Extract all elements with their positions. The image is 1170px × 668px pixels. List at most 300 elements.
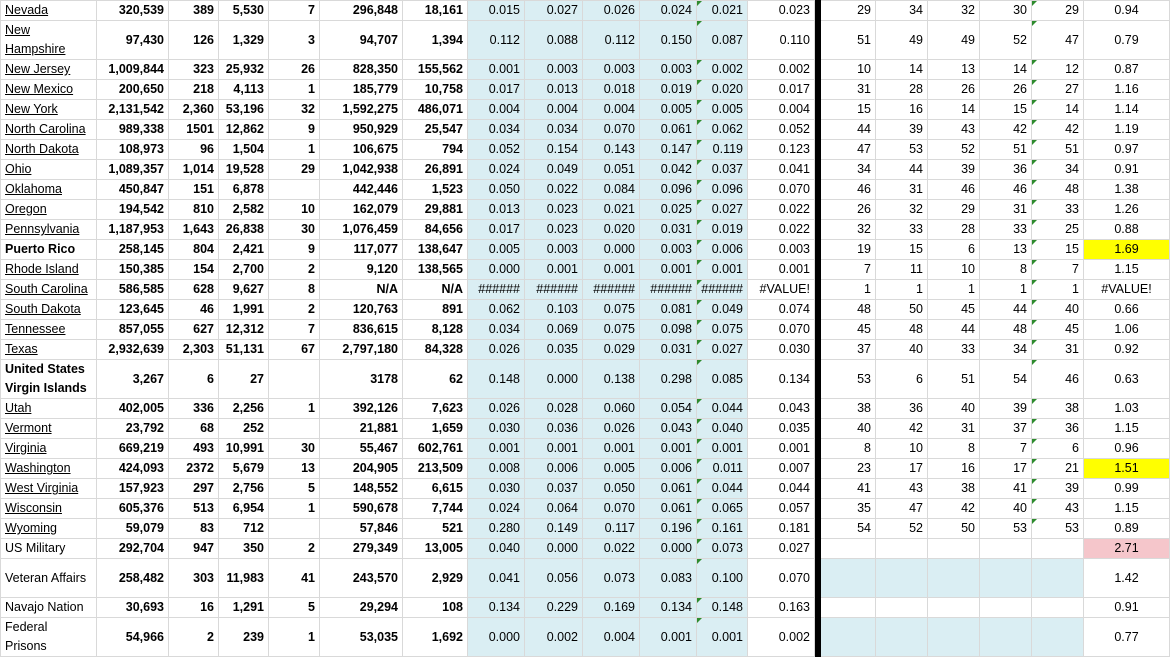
cell-c6[interactable]: 1,523 bbox=[403, 180, 468, 200]
cell-ratio[interactable]: 0.88 bbox=[1084, 220, 1170, 240]
cell-c1[interactable]: 292,704 bbox=[97, 539, 169, 559]
cell-rank-k1[interactable]: 44 bbox=[821, 120, 876, 140]
cell-rank-k1[interactable]: 54 bbox=[821, 519, 876, 539]
cell-c1[interactable]: 605,376 bbox=[97, 499, 169, 519]
cell-rank-k2[interactable]: 44 bbox=[876, 160, 928, 180]
cell-c4[interactable]: 7 bbox=[269, 1, 320, 21]
cell-avg[interactable]: 0.022 bbox=[748, 200, 815, 220]
cell-rank-k5[interactable]: 27 bbox=[1032, 80, 1084, 100]
cell-r5[interactable]: 0.020 bbox=[697, 80, 748, 100]
cell-c6[interactable]: 7,623 bbox=[403, 399, 468, 419]
cell-state-name[interactable]: Pennsylvania bbox=[1, 220, 97, 240]
cell-c2[interactable]: 83 bbox=[169, 519, 219, 539]
cell-c6[interactable]: 26,891 bbox=[403, 160, 468, 180]
cell-c1[interactable]: 258,145 bbox=[97, 240, 169, 260]
cell-rank-k5[interactable]: 40 bbox=[1032, 300, 1084, 320]
cell-c6[interactable]: 84,328 bbox=[403, 340, 468, 360]
cell-rank-k3[interactable]: 10 bbox=[928, 260, 980, 280]
cell-rank-k3[interactable]: 44 bbox=[928, 320, 980, 340]
cell-avg[interactable]: 0.163 bbox=[748, 598, 815, 618]
cell-r5[interactable]: 0.044 bbox=[697, 479, 748, 499]
cell-c3[interactable]: 350 bbox=[219, 539, 269, 559]
cell-rank-k3[interactable]: 32 bbox=[928, 1, 980, 21]
cell-c6[interactable]: 1,394 bbox=[403, 21, 468, 60]
cell-c5[interactable]: 21,881 bbox=[320, 419, 403, 439]
cell-avg[interactable]: 0.030 bbox=[748, 340, 815, 360]
cell-avg[interactable]: 0.074 bbox=[748, 300, 815, 320]
cell-rank-k4[interactable]: 42 bbox=[980, 120, 1032, 140]
cell-c5[interactable]: N/A bbox=[320, 280, 403, 300]
cell-rank-k5[interactable]: 7 bbox=[1032, 260, 1084, 280]
cell-r1[interactable]: 0.008 bbox=[468, 459, 525, 479]
cell-r3[interactable]: 0.075 bbox=[583, 320, 640, 340]
cell-r1[interactable]: 0.034 bbox=[468, 120, 525, 140]
cell-c1[interactable]: 424,093 bbox=[97, 459, 169, 479]
cell-r5[interactable]: 0.065 bbox=[697, 499, 748, 519]
cell-r2[interactable]: 0.023 bbox=[525, 200, 583, 220]
cell-r5[interactable]: 0.001 bbox=[697, 260, 748, 280]
cell-r3[interactable]: 0.143 bbox=[583, 140, 640, 160]
cell-ratio[interactable]: 1.26 bbox=[1084, 200, 1170, 220]
cell-r5[interactable]: 0.148 bbox=[697, 598, 748, 618]
cell-rank-k1[interactable]: 46 bbox=[821, 180, 876, 200]
cell-c4[interactable]: 2 bbox=[269, 260, 320, 280]
cell-ratio[interactable]: 1.15 bbox=[1084, 260, 1170, 280]
cell-c5[interactable]: 1,042,938 bbox=[320, 160, 403, 180]
cell-c6[interactable]: 108 bbox=[403, 598, 468, 618]
cell-state-name[interactable]: Ohio bbox=[1, 160, 97, 180]
cell-rank-k1[interactable]: 34 bbox=[821, 160, 876, 180]
cell-state-name[interactable]: South Carolina bbox=[1, 280, 97, 300]
cell-state-name[interactable]: West Virginia bbox=[1, 479, 97, 499]
cell-r3[interactable]: 0.060 bbox=[583, 399, 640, 419]
cell-c2[interactable]: 303 bbox=[169, 559, 219, 598]
cell-state-name[interactable]: Tennessee bbox=[1, 320, 97, 340]
cell-ratio[interactable]: 0.89 bbox=[1084, 519, 1170, 539]
cell-c6[interactable]: 602,761 bbox=[403, 439, 468, 459]
cell-rank-k3[interactable] bbox=[928, 559, 980, 598]
cell-ratio[interactable]: 1.19 bbox=[1084, 120, 1170, 140]
cell-c1[interactable]: 3,267 bbox=[97, 360, 169, 399]
cell-rank-k1[interactable]: 19 bbox=[821, 240, 876, 260]
cell-rank-k2[interactable]: 14 bbox=[876, 60, 928, 80]
cell-rank-k4[interactable]: 30 bbox=[980, 1, 1032, 21]
cell-r1[interactable]: 0.017 bbox=[468, 220, 525, 240]
cell-rank-k3[interactable]: 52 bbox=[928, 140, 980, 160]
cell-rank-k1[interactable]: 35 bbox=[821, 499, 876, 519]
cell-rank-k5[interactable]: 43 bbox=[1032, 499, 1084, 519]
cell-c6[interactable]: 794 bbox=[403, 140, 468, 160]
cell-r1[interactable]: 0.015 bbox=[468, 1, 525, 21]
cell-r3[interactable]: 0.138 bbox=[583, 360, 640, 399]
cell-c6[interactable]: 2,929 bbox=[403, 559, 468, 598]
cell-c3[interactable]: 27 bbox=[219, 360, 269, 399]
cell-c6[interactable]: 10,758 bbox=[403, 80, 468, 100]
cell-c3[interactable]: 1,504 bbox=[219, 140, 269, 160]
cell-state-name[interactable]: Rhode Island bbox=[1, 260, 97, 280]
cell-rank-k5[interactable]: 15 bbox=[1032, 240, 1084, 260]
cell-rank-k2[interactable]: 16 bbox=[876, 100, 928, 120]
cell-state-name[interactable]: New Mexico bbox=[1, 80, 97, 100]
cell-r5[interactable]: 0.096 bbox=[697, 180, 748, 200]
cell-c4[interactable]: 30 bbox=[269, 220, 320, 240]
cell-rank-k1[interactable] bbox=[821, 618, 876, 657]
cell-rank-k1[interactable]: 29 bbox=[821, 1, 876, 21]
cell-rank-k1[interactable]: 37 bbox=[821, 340, 876, 360]
cell-r4[interactable]: 0.042 bbox=[640, 160, 697, 180]
cell-r5[interactable]: 0.085 bbox=[697, 360, 748, 399]
cell-r4[interactable]: 0.031 bbox=[640, 340, 697, 360]
cell-ratio[interactable]: 0.66 bbox=[1084, 300, 1170, 320]
cell-r5[interactable]: ###### bbox=[697, 280, 748, 300]
cell-c5[interactable]: 296,848 bbox=[320, 1, 403, 21]
cell-avg[interactable]: 0.070 bbox=[748, 180, 815, 200]
cell-c1[interactable]: 194,542 bbox=[97, 200, 169, 220]
cell-rank-k1[interactable]: 1 bbox=[821, 280, 876, 300]
cell-c2[interactable]: 810 bbox=[169, 200, 219, 220]
cell-c1[interactable]: 989,338 bbox=[97, 120, 169, 140]
cell-avg[interactable]: 0.001 bbox=[748, 439, 815, 459]
cell-c2[interactable]: 1,014 bbox=[169, 160, 219, 180]
cell-r1[interactable]: 0.034 bbox=[468, 320, 525, 340]
cell-rank-k5[interactable]: 12 bbox=[1032, 60, 1084, 80]
cell-c1[interactable]: 1,187,953 bbox=[97, 220, 169, 240]
cell-state-name[interactable]: United States Virgin Islands bbox=[1, 360, 97, 399]
cell-rank-k2[interactable]: 39 bbox=[876, 120, 928, 140]
cell-c4[interactable]: 67 bbox=[269, 340, 320, 360]
cell-c1[interactable]: 857,055 bbox=[97, 320, 169, 340]
cell-r5[interactable]: 0.100 bbox=[697, 559, 748, 598]
cell-c5[interactable]: 148,552 bbox=[320, 479, 403, 499]
cell-r4[interactable]: 0.098 bbox=[640, 320, 697, 340]
cell-r4[interactable]: 0.000 bbox=[640, 539, 697, 559]
cell-rank-k1[interactable]: 41 bbox=[821, 479, 876, 499]
cell-r3[interactable]: 0.070 bbox=[583, 499, 640, 519]
cell-rank-k1[interactable] bbox=[821, 598, 876, 618]
cell-c4[interactable]: 9 bbox=[269, 240, 320, 260]
cell-c3[interactable]: 712 bbox=[219, 519, 269, 539]
cell-r4[interactable]: 0.025 bbox=[640, 200, 697, 220]
cell-rank-k5[interactable] bbox=[1032, 598, 1084, 618]
cell-state-name[interactable]: New Hampshire bbox=[1, 21, 97, 60]
cell-c4[interactable]: 5 bbox=[269, 598, 320, 618]
cell-c6[interactable]: 6,615 bbox=[403, 479, 468, 499]
cell-rank-k4[interactable]: 7 bbox=[980, 439, 1032, 459]
cell-rank-k1[interactable]: 51 bbox=[821, 21, 876, 60]
cell-ratio[interactable]: #VALUE! bbox=[1084, 280, 1170, 300]
cell-avg[interactable]: 0.052 bbox=[748, 120, 815, 140]
cell-c2[interactable]: 1,643 bbox=[169, 220, 219, 240]
cell-c3[interactable]: 2,421 bbox=[219, 240, 269, 260]
cell-c5[interactable]: 120,763 bbox=[320, 300, 403, 320]
cell-c5[interactable]: 117,077 bbox=[320, 240, 403, 260]
cell-avg[interactable]: 0.043 bbox=[748, 399, 815, 419]
cell-rank-k1[interactable]: 38 bbox=[821, 399, 876, 419]
cell-avg[interactable]: 0.041 bbox=[748, 160, 815, 180]
cell-r4[interactable]: 0.031 bbox=[640, 220, 697, 240]
cell-rank-k3[interactable]: 29 bbox=[928, 200, 980, 220]
cell-rank-k4[interactable]: 39 bbox=[980, 399, 1032, 419]
cell-r3[interactable]: 0.051 bbox=[583, 160, 640, 180]
cell-avg[interactable]: #VALUE! bbox=[748, 280, 815, 300]
cell-rank-k1[interactable]: 10 bbox=[821, 60, 876, 80]
cell-c3[interactable]: 4,113 bbox=[219, 80, 269, 100]
cell-rank-k5[interactable] bbox=[1032, 618, 1084, 657]
cell-r5[interactable]: 0.044 bbox=[697, 399, 748, 419]
cell-r1[interactable]: 0.134 bbox=[468, 598, 525, 618]
cell-rank-k4[interactable]: 17 bbox=[980, 459, 1032, 479]
cell-rank-k3[interactable]: 14 bbox=[928, 100, 980, 120]
cell-rank-k4[interactable]: 54 bbox=[980, 360, 1032, 399]
cell-c3[interactable]: 12,862 bbox=[219, 120, 269, 140]
cell-state-name[interactable]: Utah bbox=[1, 399, 97, 419]
cell-c6[interactable]: 18,161 bbox=[403, 1, 468, 21]
cell-c5[interactable]: 185,779 bbox=[320, 80, 403, 100]
cell-c1[interactable]: 157,923 bbox=[97, 479, 169, 499]
cell-rank-k5[interactable]: 47 bbox=[1032, 21, 1084, 60]
cell-r1[interactable]: 0.050 bbox=[468, 180, 525, 200]
cell-c6[interactable]: 25,547 bbox=[403, 120, 468, 140]
cell-rank-k5[interactable]: 29 bbox=[1032, 1, 1084, 21]
cell-r5[interactable]: 0.161 bbox=[697, 519, 748, 539]
cell-r2[interactable]: 0.023 bbox=[525, 220, 583, 240]
cell-c1[interactable]: 150,385 bbox=[97, 260, 169, 280]
cell-c6[interactable]: 84,656 bbox=[403, 220, 468, 240]
cell-c3[interactable]: 10,991 bbox=[219, 439, 269, 459]
cell-rank-k2[interactable]: 28 bbox=[876, 80, 928, 100]
cell-c2[interactable]: 2372 bbox=[169, 459, 219, 479]
cell-state-name[interactable]: North Dakota bbox=[1, 140, 97, 160]
cell-r5[interactable]: 0.075 bbox=[697, 320, 748, 340]
cell-avg[interactable]: 0.002 bbox=[748, 618, 815, 657]
cell-r3[interactable]: 0.075 bbox=[583, 300, 640, 320]
cell-avg[interactable]: 0.023 bbox=[748, 1, 815, 21]
cell-c3[interactable]: 53,196 bbox=[219, 100, 269, 120]
cell-c4[interactable]: 2 bbox=[269, 300, 320, 320]
cell-rank-k4[interactable]: 37 bbox=[980, 419, 1032, 439]
cell-r4[interactable]: 0.006 bbox=[640, 459, 697, 479]
cell-c2[interactable]: 154 bbox=[169, 260, 219, 280]
cell-c3[interactable]: 1,291 bbox=[219, 598, 269, 618]
cell-c5[interactable]: 950,929 bbox=[320, 120, 403, 140]
cell-r2[interactable]: 0.037 bbox=[525, 479, 583, 499]
cell-rank-k3[interactable]: 31 bbox=[928, 419, 980, 439]
cell-r1[interactable]: 0.030 bbox=[468, 479, 525, 499]
cell-rank-k5[interactable] bbox=[1032, 539, 1084, 559]
cell-ratio[interactable]: 1.16 bbox=[1084, 80, 1170, 100]
cell-c4[interactable]: 1 bbox=[269, 80, 320, 100]
cell-rank-k2[interactable]: 32 bbox=[876, 200, 928, 220]
cell-c3[interactable]: 12,312 bbox=[219, 320, 269, 340]
cell-rank-k1[interactable]: 53 bbox=[821, 360, 876, 399]
cell-rank-k2[interactable]: 11 bbox=[876, 260, 928, 280]
cell-c4[interactable]: 3 bbox=[269, 21, 320, 60]
cell-r2[interactable]: 0.088 bbox=[525, 21, 583, 60]
cell-avg[interactable]: 0.110 bbox=[748, 21, 815, 60]
cell-c5[interactable]: 392,126 bbox=[320, 399, 403, 419]
cell-r4[interactable]: 0.147 bbox=[640, 140, 697, 160]
cell-r1[interactable]: 0.026 bbox=[468, 340, 525, 360]
cell-c4[interactable] bbox=[269, 519, 320, 539]
cell-c6[interactable]: 155,562 bbox=[403, 60, 468, 80]
cell-state-name[interactable]: New York bbox=[1, 100, 97, 120]
cell-r1[interactable]: 0.280 bbox=[468, 519, 525, 539]
cell-r2[interactable]: 0.004 bbox=[525, 100, 583, 120]
cell-c5[interactable]: 162,079 bbox=[320, 200, 403, 220]
cell-ratio[interactable]: 1.69 bbox=[1084, 240, 1170, 260]
cell-c2[interactable]: 6 bbox=[169, 360, 219, 399]
cell-c6[interactable]: 521 bbox=[403, 519, 468, 539]
cell-rank-k4[interactable]: 26 bbox=[980, 80, 1032, 100]
cell-rank-k1[interactable]: 7 bbox=[821, 260, 876, 280]
cell-rank-k3[interactable] bbox=[928, 539, 980, 559]
cell-state-name[interactable]: Oklahoma bbox=[1, 180, 97, 200]
cell-c5[interactable]: 57,846 bbox=[320, 519, 403, 539]
cell-rank-k5[interactable]: 34 bbox=[1032, 160, 1084, 180]
cell-c6[interactable]: 29,881 bbox=[403, 200, 468, 220]
cell-r3[interactable]: 0.001 bbox=[583, 439, 640, 459]
cell-c4[interactable]: 1 bbox=[269, 399, 320, 419]
cell-rank-k4[interactable]: 52 bbox=[980, 21, 1032, 60]
cell-r4[interactable]: 0.134 bbox=[640, 598, 697, 618]
cell-c5[interactable]: 1,076,459 bbox=[320, 220, 403, 240]
cell-rank-k3[interactable]: 40 bbox=[928, 399, 980, 419]
cell-ratio[interactable]: 1.38 bbox=[1084, 180, 1170, 200]
cell-c4[interactable]: 29 bbox=[269, 160, 320, 180]
cell-r2[interactable]: 0.036 bbox=[525, 419, 583, 439]
cell-rank-k5[interactable]: 21 bbox=[1032, 459, 1084, 479]
cell-r3[interactable]: 0.169 bbox=[583, 598, 640, 618]
cell-rank-k4[interactable]: 8 bbox=[980, 260, 1032, 280]
cell-ratio[interactable]: 0.91 bbox=[1084, 598, 1170, 618]
cell-c1[interactable]: 669,219 bbox=[97, 439, 169, 459]
cell-c4[interactable]: 1 bbox=[269, 140, 320, 160]
cell-r2[interactable]: 0.003 bbox=[525, 60, 583, 80]
cell-state-name[interactable]: Veteran Affairs bbox=[1, 559, 97, 598]
cell-avg[interactable]: 0.123 bbox=[748, 140, 815, 160]
cell-c6[interactable]: 891 bbox=[403, 300, 468, 320]
cell-c5[interactable]: 828,350 bbox=[320, 60, 403, 80]
cell-r3[interactable]: 0.026 bbox=[583, 419, 640, 439]
cell-c2[interactable]: 218 bbox=[169, 80, 219, 100]
cell-c4[interactable]: 32 bbox=[269, 100, 320, 120]
cell-c2[interactable]: 389 bbox=[169, 1, 219, 21]
cell-ratio[interactable]: 1.15 bbox=[1084, 499, 1170, 519]
cell-c5[interactable]: 29,294 bbox=[320, 598, 403, 618]
cell-rank-k3[interactable]: 46 bbox=[928, 180, 980, 200]
cell-rank-k4[interactable]: 40 bbox=[980, 499, 1032, 519]
cell-r4[interactable]: 0.001 bbox=[640, 260, 697, 280]
cell-r5[interactable]: 0.040 bbox=[697, 419, 748, 439]
cell-r1[interactable]: 0.041 bbox=[468, 559, 525, 598]
cell-r2[interactable]: 0.006 bbox=[525, 459, 583, 479]
cell-r2[interactable]: 0.027 bbox=[525, 1, 583, 21]
cell-rank-k5[interactable]: 51 bbox=[1032, 140, 1084, 160]
cell-c2[interactable]: 68 bbox=[169, 419, 219, 439]
cell-r2[interactable]: ###### bbox=[525, 280, 583, 300]
cell-r3[interactable]: 0.073 bbox=[583, 559, 640, 598]
cell-state-name[interactable]: Washington bbox=[1, 459, 97, 479]
cell-rank-k5[interactable]: 1 bbox=[1032, 280, 1084, 300]
cell-c4[interactable]: 7 bbox=[269, 320, 320, 340]
cell-rank-k2[interactable]: 6 bbox=[876, 360, 928, 399]
cell-c6[interactable]: 138,647 bbox=[403, 240, 468, 260]
cell-r4[interactable]: ###### bbox=[640, 280, 697, 300]
cell-rank-k2[interactable] bbox=[876, 559, 928, 598]
cell-rank-k2[interactable]: 31 bbox=[876, 180, 928, 200]
cell-r3[interactable]: 0.026 bbox=[583, 1, 640, 21]
cell-state-name[interactable]: Wisconsin bbox=[1, 499, 97, 519]
cell-r3[interactable]: 0.070 bbox=[583, 120, 640, 140]
cell-rank-k3[interactable]: 13 bbox=[928, 60, 980, 80]
cell-r5[interactable]: 0.027 bbox=[697, 200, 748, 220]
cell-r1[interactable]: ###### bbox=[468, 280, 525, 300]
cell-r5[interactable]: 0.021 bbox=[697, 1, 748, 21]
cell-r3[interactable]: 0.003 bbox=[583, 60, 640, 80]
cell-rank-k2[interactable]: 49 bbox=[876, 21, 928, 60]
cell-c4[interactable]: 30 bbox=[269, 439, 320, 459]
cell-c5[interactable]: 94,707 bbox=[320, 21, 403, 60]
cell-r5[interactable]: 0.027 bbox=[697, 340, 748, 360]
cell-avg[interactable]: 0.002 bbox=[748, 60, 815, 80]
cell-r2[interactable]: 0.001 bbox=[525, 439, 583, 459]
cell-rank-k3[interactable]: 51 bbox=[928, 360, 980, 399]
cell-state-name[interactable]: Vermont bbox=[1, 419, 97, 439]
cell-ratio[interactable]: 0.63 bbox=[1084, 360, 1170, 399]
cell-c1[interactable]: 108,973 bbox=[97, 140, 169, 160]
cell-ratio[interactable]: 0.77 bbox=[1084, 618, 1170, 657]
cell-c5[interactable]: 9,120 bbox=[320, 260, 403, 280]
cell-r4[interactable]: 0.019 bbox=[640, 80, 697, 100]
cell-rank-k2[interactable]: 40 bbox=[876, 340, 928, 360]
cell-rank-k1[interactable] bbox=[821, 539, 876, 559]
cell-r2[interactable]: 0.003 bbox=[525, 240, 583, 260]
cell-ratio[interactable]: 0.94 bbox=[1084, 1, 1170, 21]
cell-rank-k1[interactable]: 40 bbox=[821, 419, 876, 439]
cell-r2[interactable]: 0.000 bbox=[525, 360, 583, 399]
cell-rank-k4[interactable] bbox=[980, 539, 1032, 559]
cell-c3[interactable]: 1,329 bbox=[219, 21, 269, 60]
cell-c3[interactable]: 51,131 bbox=[219, 340, 269, 360]
cell-state-name[interactable]: Federal Prisons bbox=[1, 618, 97, 657]
cell-ratio[interactable]: 1.42 bbox=[1084, 559, 1170, 598]
cell-rank-k2[interactable]: 53 bbox=[876, 140, 928, 160]
cell-c1[interactable]: 450,847 bbox=[97, 180, 169, 200]
cell-c6[interactable]: 1,659 bbox=[403, 419, 468, 439]
cell-rank-k4[interactable]: 31 bbox=[980, 200, 1032, 220]
cell-rank-k1[interactable]: 31 bbox=[821, 80, 876, 100]
cell-rank-k3[interactable] bbox=[928, 598, 980, 618]
cell-c5[interactable]: 1,592,275 bbox=[320, 100, 403, 120]
cell-avg[interactable]: 0.003 bbox=[748, 240, 815, 260]
cell-rank-k5[interactable]: 53 bbox=[1032, 519, 1084, 539]
cell-r4[interactable]: 0.150 bbox=[640, 21, 697, 60]
cell-state-name[interactable]: Virginia bbox=[1, 439, 97, 459]
cell-c3[interactable]: 11,983 bbox=[219, 559, 269, 598]
cell-r4[interactable]: 0.061 bbox=[640, 499, 697, 519]
cell-r4[interactable]: 0.061 bbox=[640, 479, 697, 499]
cell-c2[interactable]: 16 bbox=[169, 598, 219, 618]
cell-rank-k3[interactable]: 39 bbox=[928, 160, 980, 180]
cell-ratio[interactable]: 1.51 bbox=[1084, 459, 1170, 479]
cell-r2[interactable]: 0.064 bbox=[525, 499, 583, 519]
cell-c2[interactable]: 947 bbox=[169, 539, 219, 559]
cell-avg[interactable]: 0.022 bbox=[748, 220, 815, 240]
cell-r5[interactable]: 0.005 bbox=[697, 100, 748, 120]
cell-rank-k2[interactable]: 50 bbox=[876, 300, 928, 320]
cell-c1[interactable]: 1,009,844 bbox=[97, 60, 169, 80]
cell-c4[interactable] bbox=[269, 180, 320, 200]
